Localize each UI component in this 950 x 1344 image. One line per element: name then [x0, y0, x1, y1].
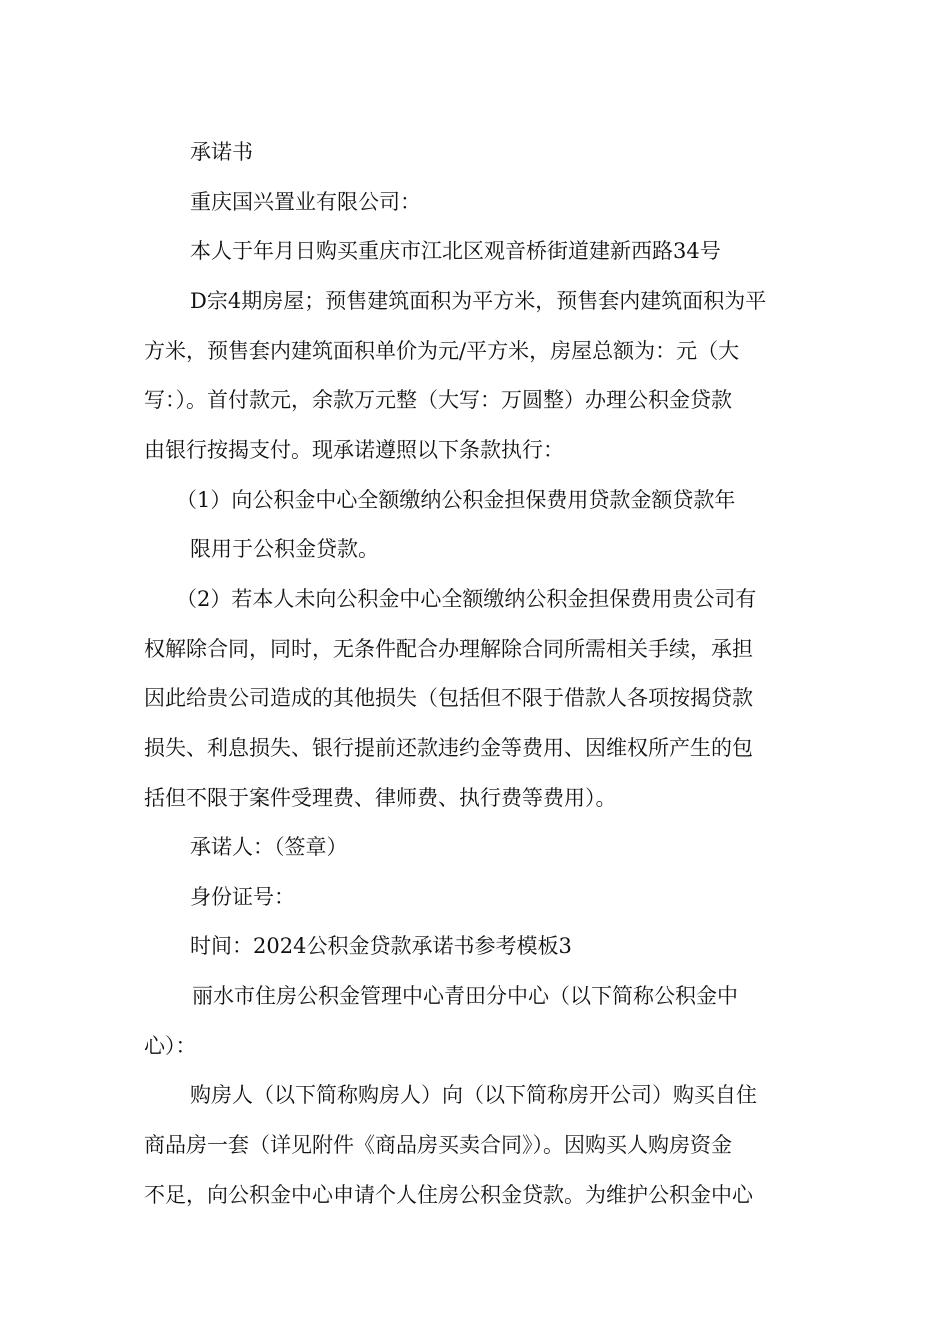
id-number-line: 身份证号：: [190, 885, 295, 909]
paragraph-line: 不足，向公积金中心申请个人住房公积金贷款。为维护公积金中心: [144, 1183, 753, 1207]
clause-2-line: 括但不限于案件受理费、律师费、执行费等费用）。: [144, 786, 617, 810]
paragraph-line: 写：）。首付款元，余款万元整（大写：万圆整）办理公积金贷款: [144, 388, 732, 412]
clause-2-line: 损失、利息损失、银行提前还款违约金等费用、因维权所产生的包: [144, 736, 753, 760]
paragraph-line: 商品房一套（详见附件《商品房买卖合同》）。因购买人购房资金: [144, 1133, 732, 1157]
paragraph-line: 本人于年月日购买重庆市江北区观音桥街道建新西路34号: [190, 239, 721, 263]
date-line: 时间：2024公积金贷款承诺书参考模板3: [190, 934, 572, 958]
addressee-line: 重庆国兴置业有限公司：: [190, 190, 421, 214]
paragraph-line: 购房人（以下简称购房人）向（以下简称房开公司）购买自住: [190, 1083, 757, 1107]
document-title: 承诺书: [190, 140, 253, 164]
addressee-line-2: 心）：: [144, 1034, 197, 1058]
addressee-line-2: 丽水市住房公积金管理中心青田分中心（以下简称公积金中: [192, 984, 738, 1008]
paragraph-line: D宗4期房屋；预售建筑面积为平方米，预售套内建筑面积为平: [190, 289, 767, 313]
clause-1-line: 限用于公积金贷款。: [190, 537, 379, 561]
clause-1-line: （1）向公积金中心全额缴纳公积金担保费用贷款金额贷款年: [176, 488, 736, 512]
clause-2-line: （2）若本人未向公积金中心全额缴纳公积金担保费用贵公司有: [176, 587, 757, 611]
clause-2-line: 因此给贵公司造成的其他损失（包括但不限于借款人各项按揭贷款: [144, 686, 753, 710]
signatory-line: 承诺人：（签章）: [190, 835, 348, 859]
clause-2-line: 权解除合同，同时，无条件配合办理解除合同所需相关手续，承担: [144, 637, 753, 661]
paragraph-line: 由银行按揭支付。现承诺遵照以下条款执行：: [144, 438, 564, 462]
paragraph-line: 方米，预售套内建筑面积单价为元/平方米，房屋总额为：元（大: [144, 339, 740, 363]
